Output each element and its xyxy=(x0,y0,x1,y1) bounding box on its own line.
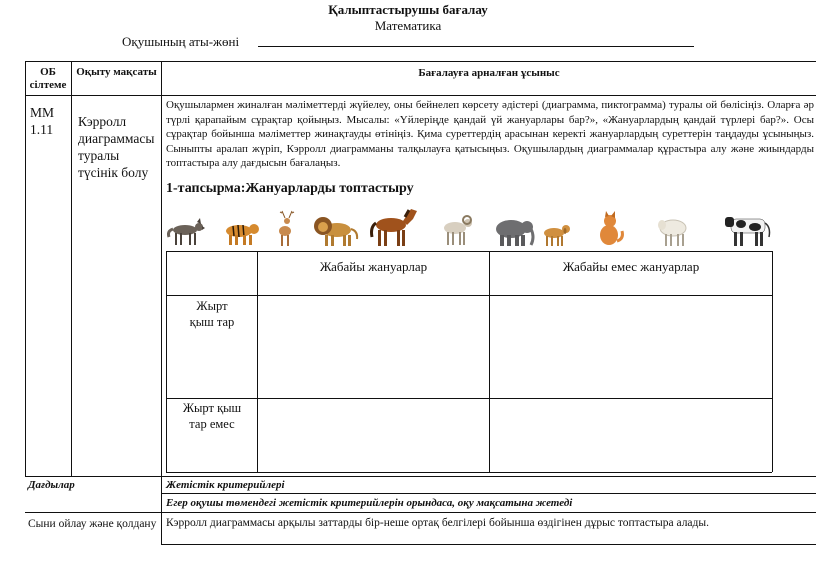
carroll-left-border xyxy=(166,251,167,472)
sheep-icon xyxy=(652,207,696,247)
col-header-recommendation-text: Бағалауға арналған ұсыныс xyxy=(418,67,560,79)
carroll-cell-domestic-predators[interactable] xyxy=(490,296,772,398)
criteria-note: Егер оқушы төмендегі жетістік критерийлерін орындаса, оқу мақсатына жетеді xyxy=(166,497,573,509)
cow-icon xyxy=(722,207,778,247)
table-top-border xyxy=(25,61,816,62)
task-title: 1-тапсырма:Жануарларды топтастыру xyxy=(166,181,414,196)
header-row-border xyxy=(25,95,816,96)
carroll-cell-wild-non-predators[interactable] xyxy=(258,399,489,472)
col-header-recommendation xyxy=(162,67,816,80)
col1-right-border xyxy=(71,61,72,476)
wolf-icon xyxy=(166,207,206,247)
skills-label: Дағдылар xyxy=(28,479,75,491)
carroll-row-predators: Жырт қыш тар xyxy=(189,299,235,329)
horse-icon xyxy=(366,207,424,247)
carroll-right-border xyxy=(772,251,773,472)
cat-icon xyxy=(592,207,628,247)
carroll-col-domestic: Жабайы емес жануарлар xyxy=(562,259,700,274)
col-header-ob xyxy=(25,66,71,92)
lion-icon xyxy=(312,207,360,247)
elephant-icon xyxy=(490,207,538,247)
tiger-icon xyxy=(220,207,262,247)
col-header-objective-text: Оқыту мақсаты xyxy=(76,66,157,78)
student-name-field[interactable] xyxy=(258,46,694,47)
carroll-col-wild: Жабайы жануарлар xyxy=(319,259,428,274)
ram-icon xyxy=(436,207,480,247)
col-header-ob-text: ОБ сілтеме xyxy=(29,66,67,91)
skill-name: Сыни ойлау және қолдану xyxy=(28,518,157,530)
col-header-objective xyxy=(72,66,161,79)
page-title: Қалыптастырушы бағалау xyxy=(328,2,488,17)
criteria-label: Жетістік критерийлері xyxy=(166,479,285,491)
table-left-border xyxy=(25,61,26,476)
carroll-row-non-predators: Жырт қыш тар емес xyxy=(182,401,242,431)
table-bottom-border xyxy=(161,544,816,545)
student-name-label: Оқушының аты-жөні xyxy=(122,34,240,49)
criteria-row-mid-border xyxy=(161,493,816,494)
dog-icon xyxy=(538,207,574,247)
ob-code: ММ 1.11 xyxy=(30,105,55,137)
col2-right-border xyxy=(161,61,162,545)
learning-objective: Кэрролл диаграммасы туралы түсінік болу xyxy=(78,114,155,180)
carroll-cell-wild-predators[interactable] xyxy=(258,296,489,398)
deer-icon xyxy=(272,207,298,247)
subject-name: Математика xyxy=(374,18,442,33)
carroll-bottom-border xyxy=(166,472,772,473)
skills-row-top-border xyxy=(25,512,816,513)
teacher-instruction: Оқушылармен жиналған мәліметтерді жүйелеу, оны бейнелеп көрсету әдістері (диаграмма, пиктограмма) туралы ой бөлісіңіз. Оларға әр түрлі қарапайым сұрақтар қойыңыз. Мысалы: «Үйлеріңде қандай үй жануарлары бар?», «Жануарлардың қандай түрлері бар?». Осы сұрақтар бойынша мәліметтер жинақтауды өтініңіз. Қима суреттердің арасынан керекті жануарлардың суреттерін таңдауды ұсыныңыз. Сыныпты аралап жүріп, Кэрролл диаграмманы талқылауға қатысыңыз. Оқушылардың диаграммалар құрастыра алу және жиындарды топтастыра алу дағдысын бағалаңыз. xyxy=(166,99,814,169)
criterion-text: Кэрролл диаграммасы арқылы заттарды бір-неше ортақ белгілері бойынша өздігінен дұрыс топтастыра алады. xyxy=(166,517,709,529)
carroll-cell-domestic-non-predators[interactable] xyxy=(490,399,772,472)
criteria-row-top-border xyxy=(25,476,816,477)
